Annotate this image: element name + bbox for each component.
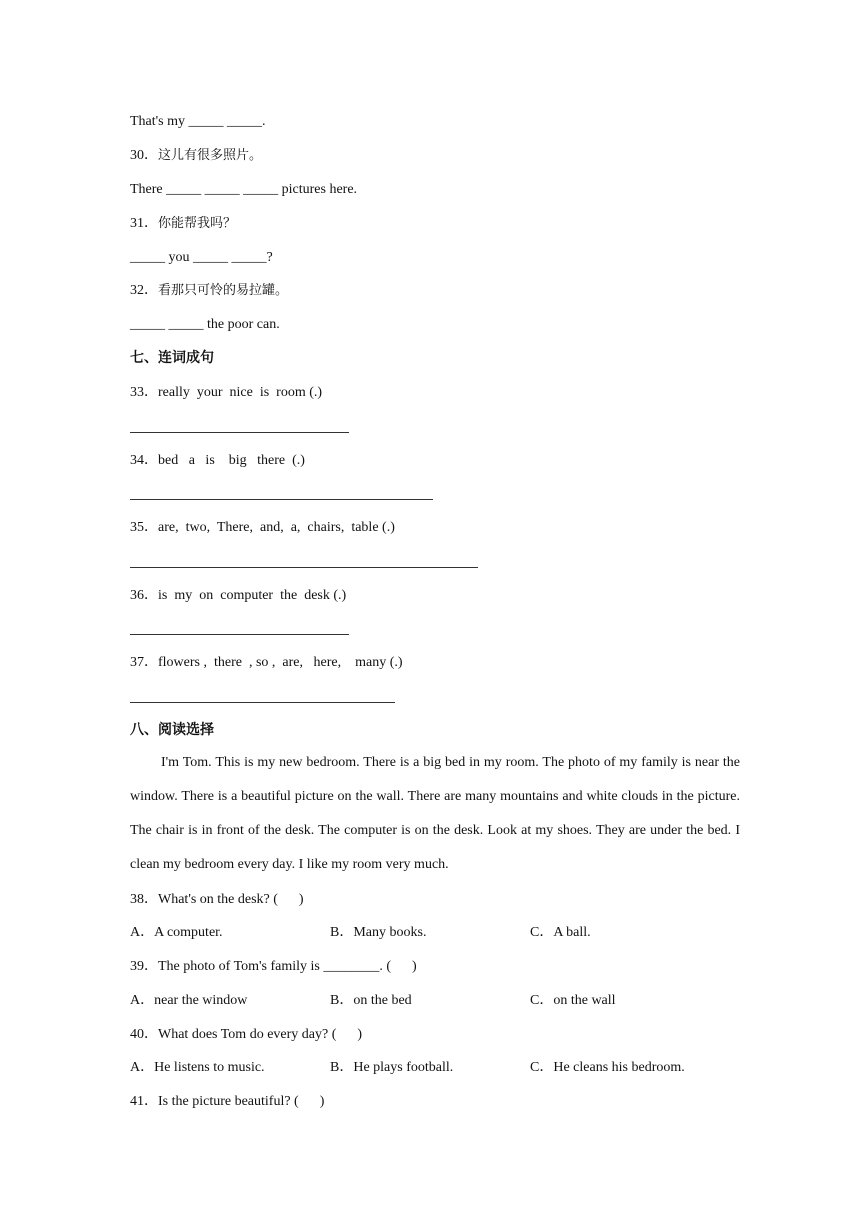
answer-line-35[interactable] [130,567,478,568]
option-40-c[interactable]: C．He cleans his bedroom. [530,1060,685,1075]
translation-answer-29: That's my _____ _____. [130,114,266,129]
section-8-title: 八、阅读选择 [130,722,214,738]
question-36: 36．is my on computer the desk (.) [130,588,347,603]
option-39-a[interactable]: A．near the window [130,993,248,1008]
question-39: 39．The photo of Tom's family is ________. ( ) [130,959,417,974]
option-39-b[interactable]: B．on the bed [330,993,412,1008]
question-number: 30． [130,148,158,163]
question-41: 41．Is the picture beautiful? ( ) [130,1094,325,1109]
reading-passage [130,746,740,882]
question-number: 32． [130,283,158,298]
question-37: 37．flowers , there , so , are, here, many (.) [130,655,403,670]
passage-text: I'm Tom. This is my new bedroom. There is a big bed in my room. The photo of my family is near the window. There is a beautiful picture on the wall. There are many mountains and white clouds in the picture. The chair is in front of the desk. The computer is on the desk. Look at my shoes. They are under the bed. I clean my bedroom every day. I like my room very much. [130,755,740,872]
option-40-b[interactable]: B．He plays football. [330,1060,454,1075]
question-38: 38．What's on the desk? ( ) [130,892,304,907]
section-7-title: 七、连词成句 [130,350,214,366]
option-38-a[interactable]: A．A computer. [130,925,223,940]
option-38-b[interactable]: B．Many books. [330,925,427,940]
question-chinese: 你能帮我吗？ [158,216,237,231]
answer-line-34[interactable] [130,499,433,500]
question-35: 35．are, two, There, and, a, chairs, table (.) [130,520,395,535]
translation-answer-31: _____ you _____ _____? [130,250,273,265]
translation-answer-32: _____ _____ the poor can. [130,317,280,332]
option-39-c[interactable]: C．on the wall [530,993,616,1008]
question-31 [130,215,236,233]
question-chinese: 这儿有很多照片。 [158,148,263,163]
question-32 [130,282,288,300]
option-40-a[interactable]: A．He listens to music. [130,1060,265,1075]
question-40: 40．What does Tom do every day? ( ) [130,1027,363,1042]
translation-answer-30: There _____ _____ _____ pictures here. [130,182,358,197]
option-38-c[interactable]: C．A ball. [530,925,591,940]
answer-line-37[interactable] [130,702,395,703]
answer-line-36[interactable] [130,634,349,635]
question-number: 31． [130,216,158,231]
question-34: 34．bed a is big there (.) [130,453,305,468]
question-chinese: 看那只可怜的易拉罐。 [158,283,289,298]
question-30 [130,147,262,165]
answer-line-33[interactable] [130,432,349,433]
question-33: 33．really your nice is room (.) [130,385,323,400]
